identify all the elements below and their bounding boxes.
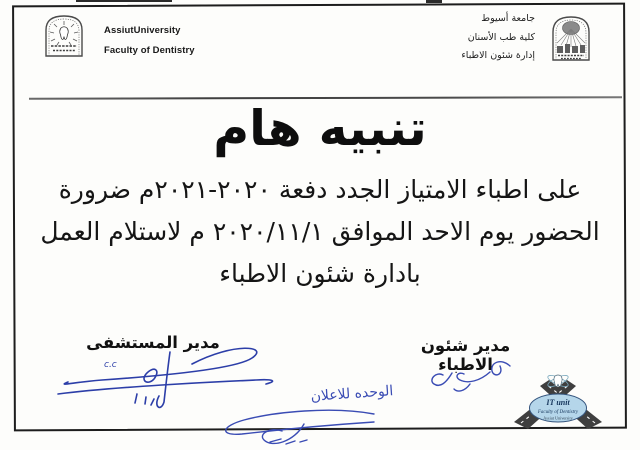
logo-caption-strokes (558, 56, 584, 59)
scan-artifact (426, 0, 442, 3)
scan-artifact (76, 0, 172, 2)
assiut-university-logo (548, 13, 594, 62)
university-name-arabic: جامعة أسيوط (481, 13, 535, 24)
doctors-affairs-director-title: مدير شئون الاطباء (420, 336, 511, 374)
notice-line-2: الحضور يوم الاحد الموافق ٢٠٢٠/١١/١ م لاستلام العمل (40, 217, 600, 246)
stamp-unit-name: IT unit (546, 398, 570, 407)
faculty-name-arabic: كلية طب الأسنان (467, 31, 535, 43)
faculty-of-dentistry-logo (40, 12, 88, 58)
notice-title: تنبيه هام (213, 100, 427, 157)
notice-body (40, 169, 600, 295)
university-name-latin: AssiutUniversity (104, 25, 181, 36)
header-latin-block (104, 21, 195, 61)
department-name-arabic: إدارة شئون الاطباء (461, 50, 535, 61)
signature-annotation: c.c (104, 360, 117, 370)
it-unit-stamp (512, 372, 604, 430)
tooth-icon (60, 27, 69, 40)
handwritten-routing-note: الوحده للاعلان (310, 383, 394, 405)
stamp-faculty-name: Faculty of Dentistry (537, 410, 579, 415)
notice-line-3: بادارة شئون الاطباء (219, 259, 421, 288)
faculty-name-latin: Faculty of Dentistry (104, 45, 195, 56)
handwritten-signature-center (212, 398, 384, 450)
stamp-university-name: Assiut University (543, 415, 573, 421)
logo-caption-strokes (51, 46, 77, 51)
notice-line-1: على اطباء الامتياز الجدد دفعة ٢٠٢٠-٢٠٢١م ضرورة (58, 175, 582, 204)
sun-rays (557, 29, 585, 47)
hospital-director-title: مدير المستشفى (86, 333, 220, 352)
header-arabic-block (408, 10, 535, 66)
